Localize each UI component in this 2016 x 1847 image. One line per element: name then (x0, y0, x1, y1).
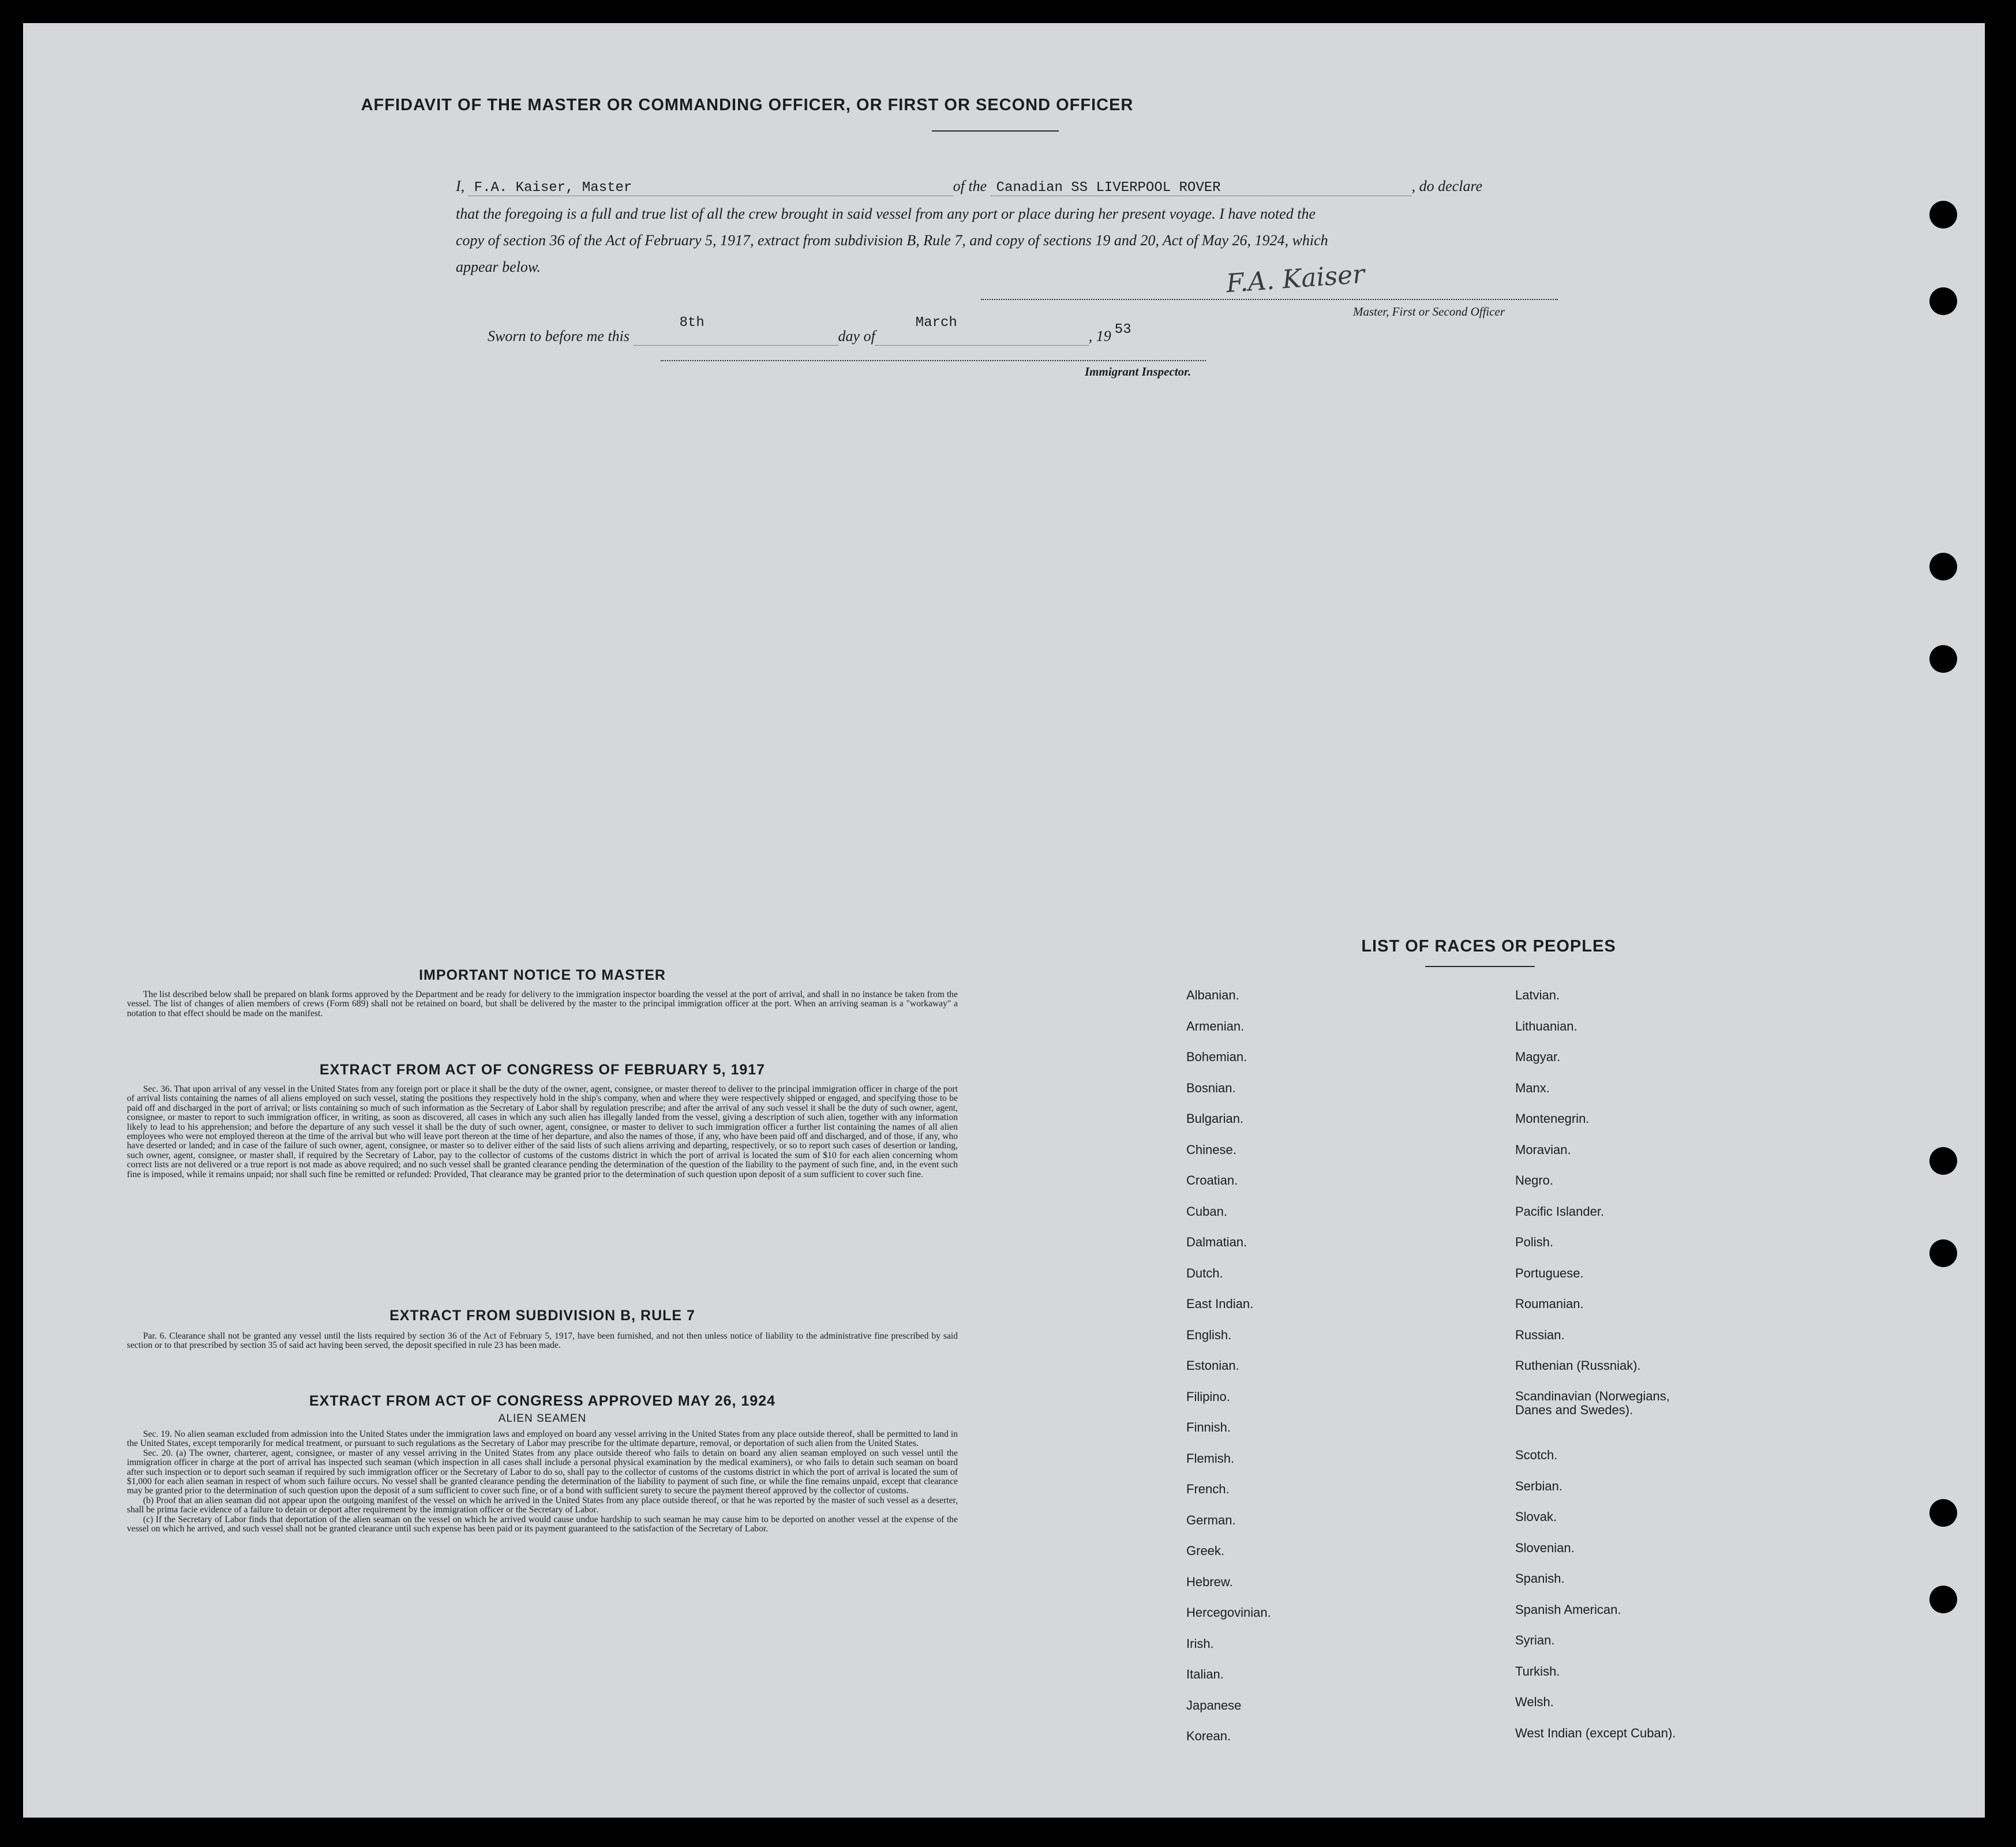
race-item: Cuban. (1186, 1204, 1227, 1219)
race-item: Syrian. (1515, 1633, 1555, 1648)
race-item: Latvian. (1515, 988, 1560, 1002)
race-item: Portuguese. (1515, 1265, 1584, 1280)
race-item: Bosnian. (1186, 1080, 1236, 1095)
race-item: Greek. (1186, 1543, 1225, 1558)
race-item: Estonian. (1186, 1358, 1239, 1373)
signature-caption: Master, First or Second Officer (1353, 305, 1505, 319)
race-item: Hercegovinian. (1186, 1605, 1271, 1620)
declaration-line-3: copy of section 36 of the Act of February 5, 1917, extract from subdivision B, Rule 7, and copy of sections 19 and 20, Act of May 26, 1924, which (456, 232, 1328, 249)
race-item: Bulgarian. (1186, 1111, 1244, 1126)
race-item: Negro. (1515, 1173, 1554, 1187)
race-item: West Indian (except Cuban). (1515, 1725, 1676, 1740)
race-item: Korean. (1186, 1729, 1231, 1743)
important-notice-heading: IMPORTANT NOTICE TO MASTER (419, 967, 666, 983)
race-item: Manx. (1515, 1080, 1550, 1095)
race-item: Spanish American. (1515, 1602, 1621, 1617)
document-page (23, 23, 1985, 1818)
signature-line (981, 299, 1558, 300)
race-item: Slovenian. (1515, 1540, 1575, 1555)
declaration-line-4: appear below. (456, 258, 541, 275)
race-item: Albanian. (1186, 988, 1239, 1002)
race-item: Turkish. (1515, 1664, 1560, 1679)
race-item: Slovak. (1515, 1509, 1557, 1524)
race-item: Dutch. (1186, 1265, 1223, 1280)
race-item: Welsh. (1515, 1695, 1554, 1710)
race-item: Irish. (1186, 1636, 1214, 1651)
race-item: German. (1186, 1512, 1236, 1527)
master-name-field: F.A. Kaiser, Master (474, 180, 632, 196)
sworn-month-field: March (915, 315, 957, 331)
race-item: Filipino. (1186, 1389, 1230, 1404)
race-item: French. (1186, 1482, 1230, 1496)
sworn-line: Sworn to before me this 8th day of March , 19 53 (488, 315, 1131, 344)
race-item: Armenian. (1186, 1018, 1245, 1033)
race-item: English. (1186, 1327, 1232, 1342)
declaration-line-1: I, F.A. Kaiser, Master of the Canadian SS LIVERPOOL ROVER , do declare (456, 178, 1483, 196)
punch-hole-icon (1929, 1586, 1957, 1613)
races-heading-rule (1425, 966, 1535, 967)
race-item: Magyar. (1515, 1050, 1561, 1064)
race-item: Lithuanian. (1515, 1018, 1577, 1033)
race-item: Polish. (1515, 1235, 1554, 1249)
declaration-line-2: that the foregoing is a full and true list of all the crew brought in said vessel from any port or place during her present voyage. I have noted the (456, 205, 1316, 222)
sworn-year-field: 53 (1114, 322, 1131, 338)
inspector-caption: Immigrant Inspector. (1085, 365, 1191, 379)
race-item: Moravian. (1515, 1142, 1571, 1157)
punch-hole-icon (1929, 1239, 1957, 1267)
race-item: Finnish. (1186, 1420, 1231, 1434)
affidavit-title: AFFIDAVIT OF THE MASTER OR COMMANDING OFFICER, OR FIRST OR SECOND OFFICER (361, 96, 1134, 114)
race-item: Chinese. (1186, 1142, 1236, 1157)
race-item: Flemish. (1186, 1451, 1235, 1466)
punch-hole-icon (1929, 553, 1957, 580)
race-item: Italian. (1186, 1667, 1224, 1681)
extract-rule7-text: Par. 6. Clearance shall not be granted any vessel until the lists required by section 36 of the Act of February 5, 1917, have been furnished, and not then unless notice of liability to the administrative fine prescribed by said section or to that prescribed by section 35 of said act having been served, the deposit specified in rule 23 has been made. (127, 1331, 958, 1351)
race-item: Montenegrin. (1515, 1111, 1590, 1126)
punch-hole-icon (1929, 1499, 1957, 1527)
race-item: Roumanian. (1515, 1297, 1584, 1311)
title-rule (932, 130, 1059, 132)
race-item: Bohemian. (1186, 1050, 1247, 1064)
race-item: Ruthenian (Russniak). (1515, 1358, 1641, 1373)
punch-hole-icon (1929, 645, 1957, 673)
extract-1924-text: Sec. 19. No alien seaman excluded from admission into the United States under the immigration laws and employed on board any vessel arriving in the United States from any place outside thereof, shall be permitted to land in the United States, except temporarily for medical treatment, or pursuant to such regulations as the Secretary of Labor may prescribe for the ultimate departure, removal, or deportation of such alien from the United States. Sec. 20. (a) The owner, charterer, agent, consignee, or master of any vessel arriving in the United States from any place outside thereof who fails to detain on board any alien seaman employed on such vessel until the immigration officer in charge at the port of arrival has inspected such seaman (which inspection in all cases shall include a personal physical examination by the medical examiners), or who fails to detain such seaman on board after such inspection or to deport such seaman if required by such immigration officer or the Secretary of Labor to do so, shall pay to the collector of customs of the customs district in which the port of arrival is located the sum of $1,000 for each alien seaman in respect of whom such failure occurs. No vessel shall be granted clearance pending the determination of the liability to payment of such fine, or while the fine remains unpaid, except that clearance may be granted prior to the determination of such question upon the deposit of a sum sufficient to cover such fine, or of a bond with sufficient surety to secure the payment thereof approved by the collector of customs. (b) Proof that an alien seaman did not appear upon the outgoing manifest of the vessel on which he arrived in the United States from any place outside thereof, or that he was reported by the master of such vessel as a deserter, shall be prima facie evidence of a failure to detain or deport after requirement by the immigration officer or the Secretary of Labor. (c) If the Secretary of Labor finds that deportation of the alien seaman on the vessel on which he arrived would cause undue hardship to such seaman he may cause him to be deported on another vessel at the expense of the vessel on which he arrived, and such vessel shall not be granted clearance until such expense has been paid or its payment guaranteed to the satisfaction of the Secretary of Labor. (127, 1429, 958, 1534)
punch-hole-icon (1929, 201, 1957, 228)
punch-hole-icon (1929, 1147, 1957, 1175)
race-item: Scotch. (1515, 1448, 1558, 1463)
extract-1917-text: Sec. 36. That upon arrival of any vessel in the United States from any foreign port or place it shall be the duty of the owner, agent, consignee, or master thereof to deliver to the principal immigration officer in charge of the port of arrival lists containing the names of all aliens employed on such vessel, stating the positions they respectively hold in the ship's company, when and where they were respectively shipped or engaged, and specifying those to be paid off and discharged in the port of arrival; or lists containing so much of such information as the Secretary of Labor shall by regulation prescribe; and after the arrival of any such vessel it shall be the duty of such owner, agent, consignee, or master to report to such immigration officer, in writing, as soon as discovered, all cases in which any such alien has illegally landed from the vessel, giving a description of such alien, together with any information likely to lead to his apprehension; and before the departure of any such vessel it shall be the duty of such owner, agent, consignee, or master to deliver to such immigration officer a further list containing the names of all alien employees who were not employed thereon at the time of the arrival but who will leave port thereon at the time of her departure, and also the names of those, if any, who have been paid off and discharged, and of those, if any, who have deserted or landed; and in case of the failure of such owner, agent, consignee, or master so to deliver either of the said lists of such aliens arriving and departing, respectively, or so to report such cases of desertion or landing, such owner, agent, consignee, or master shall, if required by the Secretary of Labor, pay to the collector of customs of the customs district in which the port of arrival is located the sum of $10 for each alien concerning whom correct lists are not delivered or a true report is not made as above required; and no such vessel shall be granted clearance pending the determination of the question of the liability to the payment of such fine, and, in the event such fine is imposed, while it remains unpaid; nor shall such fine be remitted or refunded: Provided, That clearance may be granted prior to the determination of such question upon deposit of a sum sufficient to cover such fine. (127, 1084, 958, 1179)
race-item: Hebrew. (1186, 1574, 1233, 1589)
race-item: Serbian. (1515, 1478, 1562, 1493)
race-item: Dalmatian. (1186, 1235, 1247, 1249)
sworn-day-field: 8th (679, 315, 705, 331)
important-notice-text: The list described below shall be prepared on blank forms approved by the Department and be ready for delivery to the immigration inspector boarding the vessel at the port of arrival, and shall in no instance be taken from the vessel. The list of changes of alien members of crews (Form 689) shall not be retained on board, but shall be delivered by the master to the principal immigration officer at the port. When an arriving seaman is a "workaway" a notation to that effect should be made on the manifest. (127, 990, 958, 1018)
punch-hole-icon (1929, 287, 1957, 315)
race-item: Scandinavian (Norwegians, Danes and Swedes). (1515, 1388, 1670, 1417)
master-signature: F.A. Kaiser (1225, 259, 1366, 299)
alien-seamen-subheading: ALIEN SEAMEN (498, 1413, 587, 1425)
extract-rule7-heading: EXTRACT FROM SUBDIVISION B, RULE 7 (389, 1307, 695, 1324)
races-list-heading: LIST OF RACES OR PEOPLES (1361, 937, 1616, 956)
extract-1917-heading: EXTRACT FROM ACT OF CONGRESS OF FEBRUARY 5, 1917 (319, 1062, 766, 1078)
race-item: Spanish. (1515, 1571, 1565, 1586)
race-item: Croatian. (1186, 1173, 1238, 1187)
vessel-name-field: Canadian SS LIVERPOOL ROVER (996, 180, 1221, 196)
race-item: East Indian. (1186, 1297, 1254, 1311)
race-item: Japanese (1186, 1698, 1242, 1713)
inspector-signature-line (661, 360, 1206, 361)
race-item: Russian. (1515, 1327, 1565, 1342)
race-item: Pacific Islander. (1515, 1204, 1605, 1219)
extract-1924-heading: EXTRACT FROM ACT OF CONGRESS APPROVED MAY 26, 1924 (309, 1393, 776, 1409)
